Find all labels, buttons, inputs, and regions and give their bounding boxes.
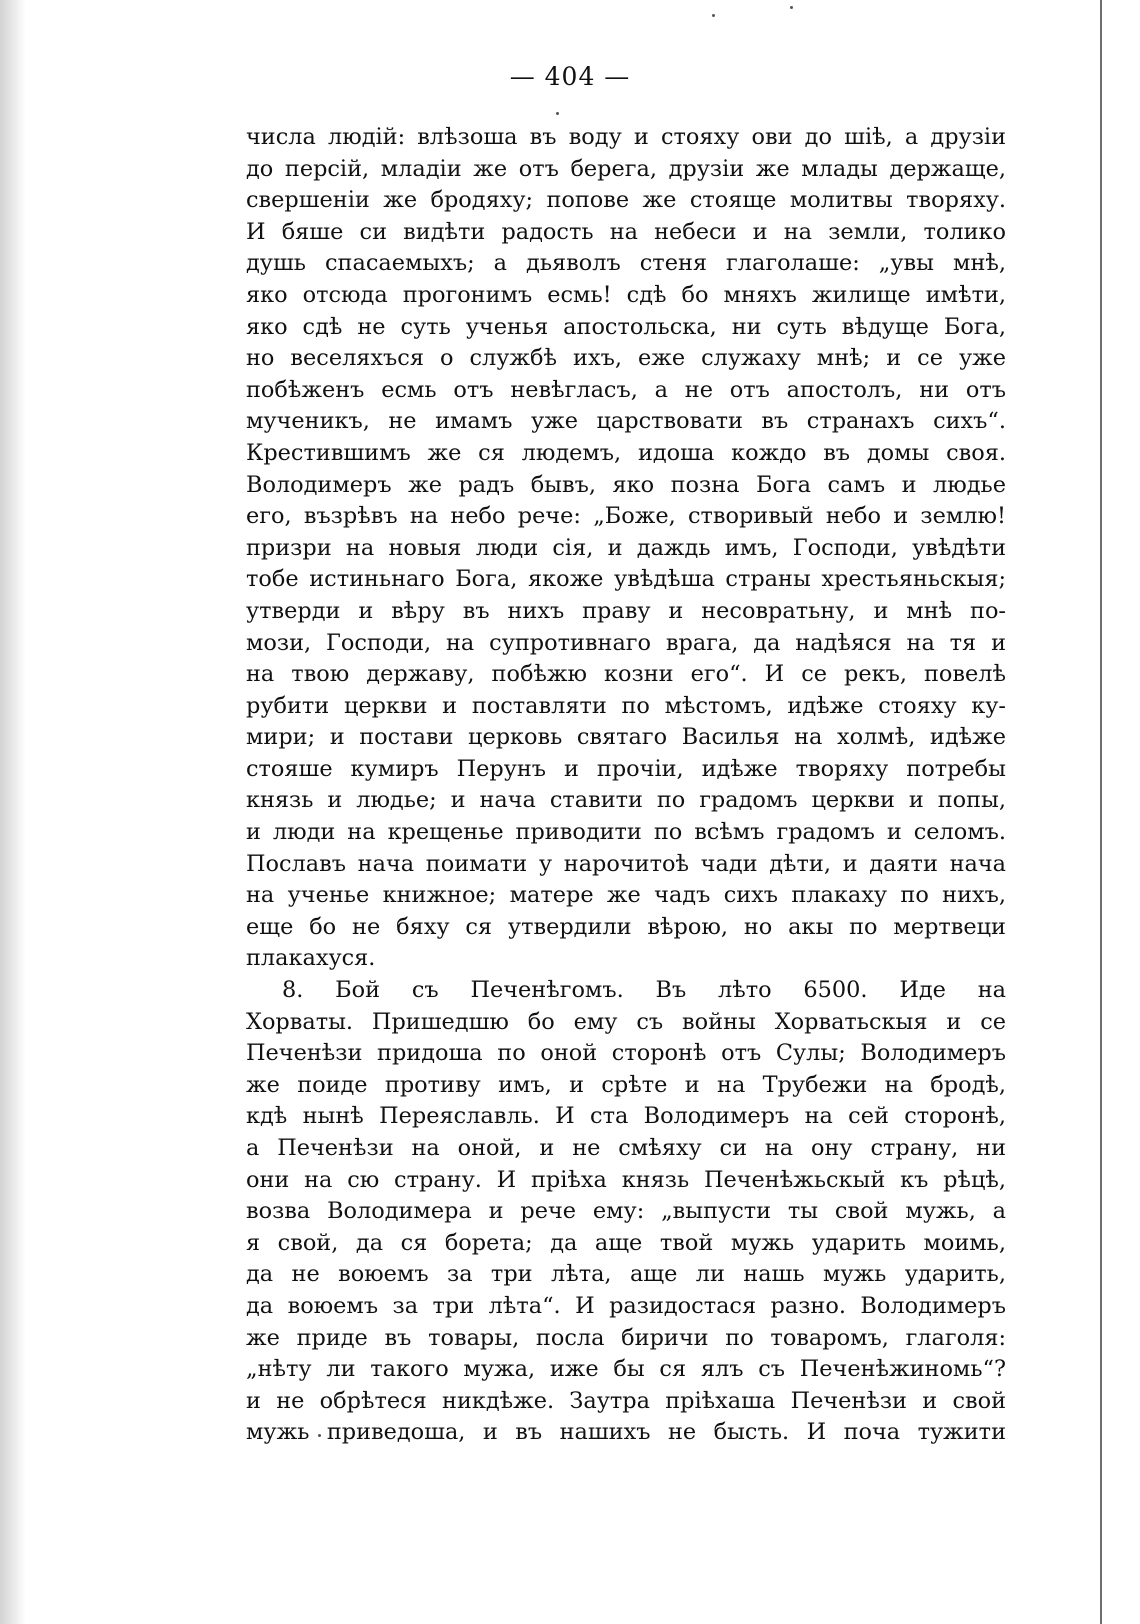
text-line: стояше кумиръ Перунъ и прочіи, идѣже творяху потребы bbox=[246, 755, 1006, 782]
text-line: мученикъ, не имамъ уже царствовати въ странахъ сихъ“. bbox=[246, 408, 1006, 435]
scan-speck bbox=[556, 112, 559, 115]
text-line: Хорваты. Пришедшю бо ему съ войны Хорватьскыя и се bbox=[246, 1008, 1006, 1035]
text-line: „нѣту ли такого мужа, иже бы ся ялъ съ Печенѣжиномь“? bbox=[246, 1356, 1006, 1383]
text-line: и не обрѣтеся никдѣже. Заутра пріѣхаша Печенѣзи и свой bbox=[246, 1387, 1006, 1414]
scan-speck bbox=[712, 14, 715, 17]
text-line: же поиде противу имъ, и срѣте и на Трубежи на бродѣ, bbox=[246, 1071, 1006, 1098]
text-line: да воюемъ за три лѣта“. И разидостася разно. Володимеръ bbox=[246, 1292, 1006, 1319]
body-text bbox=[246, 122, 1006, 1449]
text-line: кдѣ нынѣ Переяславль. И ста Володимеръ на сей сторонѣ, bbox=[246, 1103, 1006, 1130]
text-line: И бяше си видѣти радость на небеси и на земли, толико bbox=[246, 218, 1006, 245]
scan-right-edge-rule bbox=[1100, 0, 1102, 1624]
text-line: до персій, младіи же отъ берега, друзіи же млады держаще, bbox=[246, 155, 1006, 182]
text-line: они на сю страну. И пріѣха князь Печенѣжьскый къ рѣцѣ, bbox=[246, 1166, 1006, 1193]
text-line: душь спасаемыхъ; а дьяволъ стеня глаголаше: „увы мнѣ, bbox=[246, 250, 1006, 277]
text-line: да не воюемъ за три лѣта, аще ли нашь мужь ударить, bbox=[246, 1261, 1006, 1288]
text-line: же приде въ товары, посла биричи по товаромъ, глаголя: bbox=[246, 1324, 1006, 1351]
text-line: числа людій: влѣзоша въ воду и стояху ови до шіѣ, а друзіи bbox=[246, 124, 1006, 150]
text-line: мози, Господи, на супротивнаго врага, да надѣяся на тя и bbox=[246, 629, 1006, 656]
text-line: тобе истиньнаго Бога, якоже увѣдѣша страны хрестьяньскыя; bbox=[246, 566, 1006, 593]
text-line: его, възрѣвъ на небо рече: „Боже, створивый небо и землю! bbox=[246, 503, 1006, 530]
text-line: утверди и вѣру въ нихъ праву и несовратьну, и мнѣ по- bbox=[246, 597, 1006, 624]
text-line: яко сдѣ не суть ученья апостольска, ни суть вѣдуще Бога, bbox=[246, 313, 1006, 340]
text-line: Печенѣзи придоша по оной сторонѣ отъ Сулы; Володимеръ bbox=[246, 1040, 1006, 1067]
scan-speck bbox=[790, 6, 793, 9]
scan-left-edge-shadow bbox=[0, 0, 26, 1624]
text-line: возва Володимера и рече ему: „выпусти ты свой мужь, а bbox=[246, 1198, 1006, 1225]
text-line: я свой, да ся борета; да аще твой мужь ударить моимь, bbox=[246, 1229, 1006, 1256]
text-line: побѣженъ есмь отъ невѣгласъ, а не отъ апостолъ, ни отъ bbox=[246, 376, 1006, 403]
text-line: яко отсюда прогонимъ есмь! сдѣ бо мняхъ жилище имѣти, bbox=[246, 281, 1006, 308]
text-line: князь и людье; и нача ставити по градомъ церкви и попы, bbox=[246, 787, 1006, 814]
text-line: Пославъ нача поимати у нарочитоѣ чади дѣти, и даяти нача bbox=[246, 850, 1006, 877]
page-number: — 404 — bbox=[509, 62, 631, 91]
text-line: Крестившимъ же ся людемъ, идоша кождо въ домы своя. bbox=[246, 439, 1006, 466]
section-heading-line: 8. Бой съ Печенѣгомъ. Въ лѣто 6500. Иде на bbox=[282, 977, 1006, 1004]
text-line: и люди на крещенье приводити по всѣмъ градомъ и селомъ. bbox=[246, 819, 1006, 846]
text-line: рубити церкви и поставляти по мѣстомъ, идѣже стояху ку- bbox=[246, 692, 1006, 719]
text-line: мири; и постави церковь святаго Василья на холмѣ, идѣже bbox=[246, 724, 1006, 751]
text-line: плакахуся. bbox=[246, 945, 376, 972]
text-line: свершеніи же бродяху; попове же стояще молитвы творяху. bbox=[246, 187, 1006, 214]
text-line: на ученье книжное; матере же чадъ сихъ плакаху по нихъ, bbox=[246, 882, 1006, 909]
text-line: но веселяхъся о службѣ ихъ, еже служаху мнѣ; и се уже bbox=[246, 345, 1006, 372]
text-line: Володимеръ же радъ бывъ, яко позна Бога самъ и людье bbox=[246, 471, 1006, 498]
text-line: а Печенѣзи на оной, и не смѣяху си на ону страну, ни bbox=[246, 1135, 1006, 1161]
text-line: призри на новыя люди сія, и даждь имъ, Господи, увѣдѣти bbox=[246, 534, 1006, 561]
text-line: на твою державу, побѣжю козни его“. И се рекъ, повелѣ bbox=[246, 661, 1006, 688]
text-line: еще бо не бяху ся утвердили вѣрою, но акы по мертвеци bbox=[246, 913, 1006, 940]
text-line: мужь приведоша, и въ нашихъ не бысть. И поча тужити bbox=[246, 1419, 1006, 1446]
